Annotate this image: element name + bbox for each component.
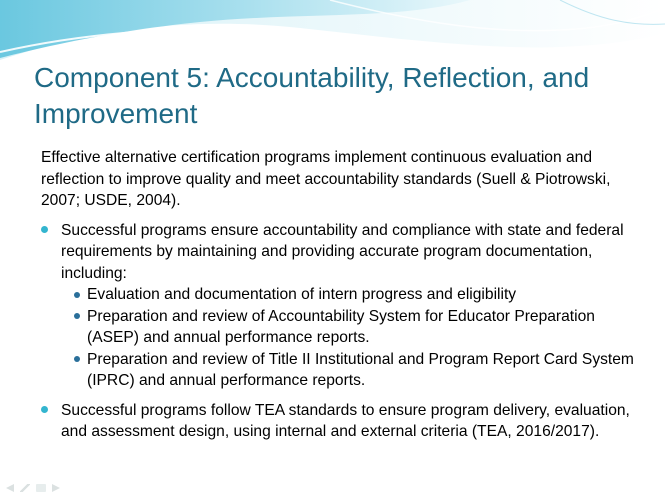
next-slide-icon[interactable]	[52, 484, 60, 492]
pen-icon[interactable]	[20, 484, 30, 492]
intro-paragraph: Effective alternative certification programs implement continuous evaluation and reflection to improve quality and meet accountability standards (Suell & Piotrowski, 2007; USDE, 2004).	[41, 149, 611, 209]
bullet-list	[41, 220, 641, 443]
list-item	[61, 284, 641, 306]
sub-bullet-dot-icon	[74, 292, 80, 298]
sub-bullet-dot-icon	[74, 313, 80, 319]
slide-menu-icon[interactable]	[36, 484, 46, 492]
bullet-dot-icon	[41, 406, 48, 413]
slide-body	[41, 147, 641, 451]
list-item	[61, 349, 641, 392]
bullet-text: Successful programs follow TEA standards to ensure program delivery, evaluation, and assessment design, using internal and external criteria (TEA, 2016/2017).	[61, 401, 630, 440]
list-item	[41, 220, 641, 392]
slide-navigation-toolbar	[6, 484, 60, 494]
list-item	[41, 400, 641, 443]
bullet-dot-icon	[41, 226, 48, 233]
sub-bullet-list	[61, 284, 641, 392]
previous-slide-icon[interactable]	[6, 484, 14, 492]
list-item	[61, 306, 641, 349]
bullet-text: Successful programs ensure accountability and compliance with state and federal requirements by maintaining and providing accurate program documentation, including:	[61, 221, 624, 282]
sub-bullet-text: Preparation and review of Title II Institutional and Program Report Card System (IPRC) and annual performance reports.	[87, 350, 634, 389]
sub-bullet-text: Evaluation and documentation of intern progress and eligibility	[87, 286, 517, 303]
sub-bullet-text: Preparation and review of Accountability System for Educator Preparation (ASEP) and annual performance reports.	[87, 307, 595, 346]
slide-title: Component 5: Accountability, Reflection, and Improvement	[34, 62, 590, 129]
sub-bullet-dot-icon	[74, 356, 80, 362]
